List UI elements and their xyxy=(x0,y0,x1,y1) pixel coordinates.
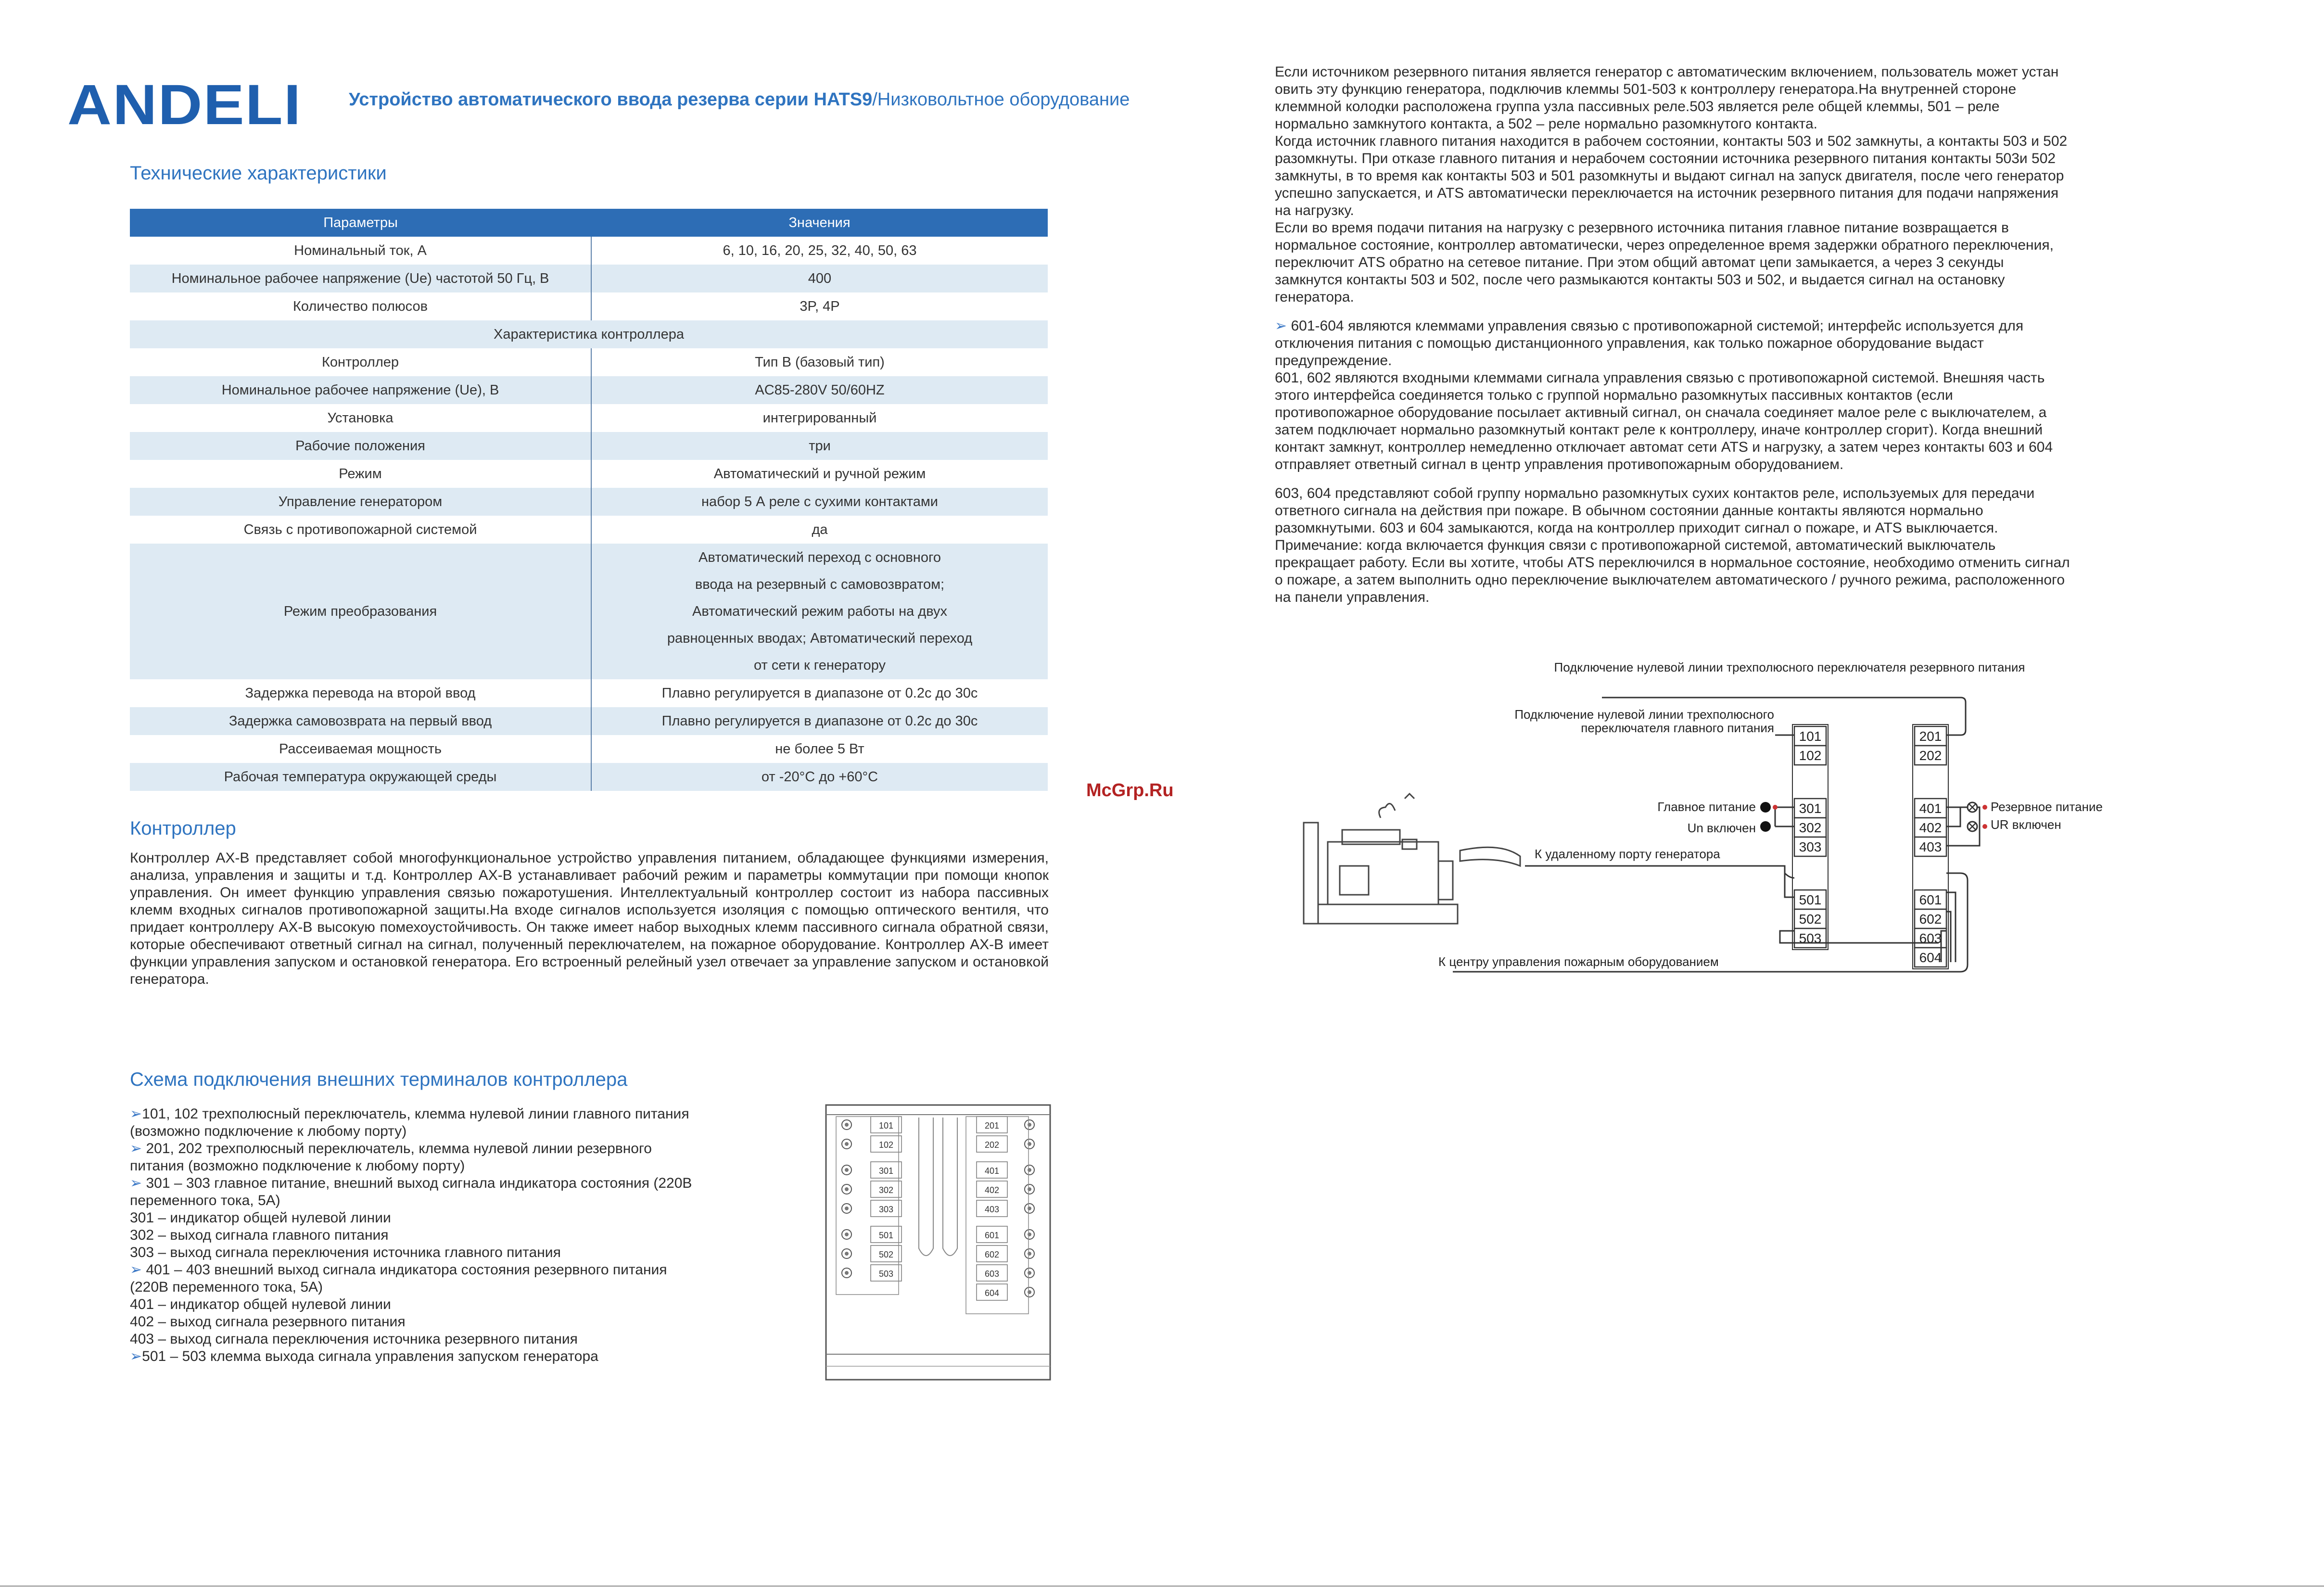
text-line xyxy=(130,1296,794,1313)
panel-screw-center xyxy=(845,1271,849,1275)
panel-screw-center xyxy=(845,1142,849,1146)
text-line xyxy=(1275,150,2193,167)
spec-value: 400 xyxy=(591,265,1048,292)
generator-port-label: К удаленному порту генератора xyxy=(1535,847,1720,861)
text-line xyxy=(1275,387,2193,404)
spec-param: Рассеиваемая мощность xyxy=(130,735,591,763)
text-line-content: 101, 102 трехполюсный переключатель, клемма нулевой линии главного питания xyxy=(142,1106,689,1122)
text-line xyxy=(1275,167,2193,185)
bullet-arrow-icon: ➢ xyxy=(1275,318,1287,334)
text-line-content: 302 – выход сигнала главного питания xyxy=(130,1227,389,1243)
text-line xyxy=(1275,421,2193,439)
text-line-content: (возможно подключение к любому порту) xyxy=(130,1123,407,1139)
text-line-content: 303 – выход сигнала переключения источника главного питания xyxy=(130,1245,561,1260)
panel-terminal-label: 602 xyxy=(984,1250,1000,1259)
panel-terminal-label: 402 xyxy=(984,1185,1000,1195)
panel-screw-center xyxy=(1028,1187,1031,1191)
col-values-header: Значения xyxy=(591,209,1048,237)
spec-value: интегрированный xyxy=(762,410,877,426)
text-line xyxy=(130,1105,794,1123)
text-line-content: 401 – индикатор общей нулевой линии xyxy=(130,1296,391,1312)
panel-terminal-label: 101 xyxy=(878,1121,894,1131)
header-title-bold: Устройство автоматического ввода резерва серии HATS9 xyxy=(349,89,873,110)
spec-param: Рабочая температура окружающей среды xyxy=(130,763,591,791)
text-line-content: о пожаре, а затем выполнить одно переключение выключателем автоматического / ручного режима, расположенного xyxy=(1275,572,2065,588)
reserve-contact-dot-1 xyxy=(1982,805,1987,810)
text-line xyxy=(1275,318,2193,335)
fire-note-description xyxy=(1275,485,2193,606)
spec-param: Режим преобразования xyxy=(130,544,591,679)
spec-value-line: равноценных вводах; Автоматический переход xyxy=(667,631,973,646)
text-line-content: Если источником резервного питания является генератор с автоматическим включением, пользователь может устан xyxy=(1275,64,2059,80)
text-line-content: Когда источник главного питания находится в рабочем состоянии, контакты 503 и 502 замкнуты, а контакты 503 и 502 xyxy=(1275,133,2068,149)
bullet-arrow-icon: ➢ xyxy=(130,1141,142,1156)
text-line xyxy=(1275,404,2193,421)
text-line xyxy=(1275,335,2193,352)
panel-screw-center xyxy=(845,1252,849,1256)
text-line xyxy=(1275,98,2193,115)
main-power-label: Главное питание xyxy=(1657,800,1756,814)
text-line xyxy=(130,1244,794,1261)
spec-param: Номинальный ток, А xyxy=(130,237,591,265)
text-line xyxy=(130,1209,794,1227)
spec-param: Номинальное рабочее напряжение (Ue), В xyxy=(130,376,591,404)
text-line-content: прекращает работу. Если вы хотите, чтобы ATS переключился в нормальное состояние, необходимо отменить сигнал xyxy=(1275,555,2070,571)
spec-param: Номинальное рабочее напряжение (Ue) частотой 50 Гц, В xyxy=(130,265,591,292)
diagram-terminal-label: 503 xyxy=(1799,931,1822,946)
text-line-content: переключит ATS обратно на сетевое питание. При этом общий автомат цепи замыкается, а через 3 секунды xyxy=(1275,254,2004,270)
spec-value: AC85-280V 50/60HZ xyxy=(591,376,1048,404)
text-line xyxy=(1275,554,2193,572)
diagram-terminal-label: 303 xyxy=(1799,839,1822,854)
text-line-content: 301 – 303 главное питание, внешний выход сигнала индикатора состояния (220В xyxy=(142,1175,692,1191)
main-neutral-label-1: Подключение нулевой линии трехполюсного xyxy=(1514,707,1774,722)
text-line xyxy=(130,1157,794,1175)
spec-row xyxy=(130,735,1048,763)
text-line xyxy=(1275,502,2193,520)
panel-terminal-label: 201 xyxy=(984,1121,1000,1131)
spec-row xyxy=(130,376,1048,404)
spec-param: Контроллер xyxy=(130,348,591,376)
text-line-content: отключения питания с помощью дистанционного управления, как только пожарное оборудование выдаст xyxy=(1275,335,1984,351)
spec-row xyxy=(130,265,1048,292)
text-line-content: (220В переменного тока, 5А) xyxy=(130,1279,323,1295)
panel-terminal-label: 202 xyxy=(984,1140,1000,1150)
diagram-terminal-label: 201 xyxy=(1919,729,1942,744)
diagram-terminal-label: 101 xyxy=(1799,729,1822,744)
spec-value: 3P, 4P xyxy=(800,298,840,314)
spec-row xyxy=(130,516,1048,544)
text-line-content: успешно запускается, и ATS автоматически переключается на источник резервного питания для подачи напряжения xyxy=(1275,185,2059,201)
text-line-content: переменного тока, 5А) xyxy=(130,1193,280,1208)
generator-icon xyxy=(1304,794,1520,924)
panel-terminal-label: 302 xyxy=(878,1185,894,1195)
text-line xyxy=(1275,589,2193,606)
spec-param: Задержка перевода на второй ввод xyxy=(130,679,591,707)
main-contact-dot xyxy=(1773,805,1778,810)
diagram-title: Подключение нулевой линии трехполюсного переключателя резервного питания xyxy=(1554,660,2025,674)
panel-screw-center xyxy=(1028,1232,1031,1236)
bottom-rule xyxy=(0,1586,2324,1587)
fire-center-label: К центру управления пожарным оборудованием xyxy=(1438,954,1719,969)
controller-text: Контроллер AX-B представляет собой многофункциональное устройство управления питанием, обладающее функциями измерения, анализа, управления и защиты и т.д. Контроллер AX-B устанавливает рабочий режим и параметры коммутации при помощи кнопок управления. Он имеет функцию управления связью пожаротушения. Интеллектуальный контроллер состоит из набора пассивных клемм входных сигналов противопожарной защиты.На входе сигналов используется изоляция с помощью оптического вентиля, что придает контроллеру AX-B высокую помехоустойчивость. Он также имеет набор выходных клемм пассивного сигнала обратной связи, которые обеспечивают ответный сигнал на сигнал, полученный переключателем, на пожарное оборудование. Контроллер AX-B имеет функции управления запуском и остановкой генератора. Его встроенный релейный узел отвечает за управление запуском и остановкой генератора. xyxy=(130,850,1049,987)
spec-value: Автоматический и ручной режим xyxy=(713,466,926,482)
text-line-content: замкнуты, в то время как контакты 503 и 501 разомкнуты и выдают сигнал на запуск двигателя, после чего генератор xyxy=(1275,168,2064,184)
text-line-content: 201, 202 трехполюсный переключатель, клемма нулевой линии резервного xyxy=(142,1141,652,1156)
text-line-content: на нагрузку. xyxy=(1275,203,1354,218)
reserve-contact-dot-2 xyxy=(1982,824,1987,829)
panel-screw-center xyxy=(1028,1290,1031,1294)
text-line xyxy=(130,1123,794,1140)
bullet-arrow-icon: ➢ xyxy=(130,1262,142,1278)
spec-row xyxy=(130,237,1048,265)
text-line-content: овить эту функцию генератора, подключив клеммы 501-503 к контроллеру генератора.На внутренней стороне xyxy=(1275,81,2017,97)
diagram-terminal-label: 403 xyxy=(1919,839,1942,854)
text-line xyxy=(1275,115,2193,133)
text-line-content: нормально замкнутого контакта, а 502 – реле нормально разомкнутого контакта. xyxy=(1275,116,1817,132)
main-indicator-dot-2 xyxy=(1760,821,1771,832)
text-line xyxy=(1275,219,2193,237)
spec-row xyxy=(130,679,1048,707)
spec-value: набор 5 А реле с сухими контактами xyxy=(591,488,1048,516)
text-line-content: 401 – 403 внешний выход сигнала индикатора состояния резервного питания xyxy=(142,1262,667,1278)
spec-param: Управление генератором xyxy=(130,488,591,516)
bullet-arrow-icon: ➢ xyxy=(130,1106,142,1122)
spec-row xyxy=(130,292,1048,320)
diagram-terminal-label: 302 xyxy=(1799,820,1822,835)
spec-value: Плавно регулируется в диапазоне от 0.2с до 30с xyxy=(661,685,978,701)
text-line xyxy=(130,1331,794,1348)
text-line xyxy=(130,1227,794,1244)
text-line-content: 603, 604 представляют собой группу нормально разомкнутых сухих контактов реле, используемых для передачи xyxy=(1275,485,2035,501)
text-line xyxy=(1275,289,2193,306)
panel-terminal-label: 503 xyxy=(878,1269,894,1279)
text-line-content: предупреждение. xyxy=(1275,353,1392,368)
text-line xyxy=(130,1261,794,1279)
text-line-content: разомкнуты. При отказе главного питания и нерабочем состоянии источника резервного питания контакты 503и 502 xyxy=(1275,151,2056,166)
ur-on-label: UR включен xyxy=(1991,817,2061,832)
text-line-content: затем подключает нормально разомкнутый контакт реле к контроллеру, иначе контроллер сгорит). Когда внешний xyxy=(1275,422,2043,438)
text-line xyxy=(1275,572,2193,589)
text-line-content: противопожарное оборудование посылает активный сигнал, он сначала соединяет малое реле с выключателем, а xyxy=(1275,405,2047,420)
specs-title: Технические характеристики xyxy=(130,163,387,184)
text-line xyxy=(130,1348,794,1365)
text-line-content: Если во время подачи питания на нагрузку с резервного источника питания главное питание возвращается в xyxy=(1275,220,2009,236)
text-line xyxy=(1275,485,2193,502)
diagram-terminal-label: 601 xyxy=(1919,892,1942,907)
text-line xyxy=(1275,185,2193,202)
panel-terminal-label: 604 xyxy=(984,1288,1000,1298)
text-line xyxy=(130,1175,794,1192)
text-line-content: контакт замкнут, контроллер немедленно отключает автомат сети ATS и нагрузку, а затем через контакты 603 и 604 xyxy=(1275,439,2053,455)
panel-screw-center xyxy=(845,1123,849,1127)
text-line xyxy=(1275,352,2193,369)
text-line-content: питания (возможно подключение к любому порту) xyxy=(130,1158,465,1174)
panel-terminal-label: 403 xyxy=(984,1205,1000,1214)
panel-terminal-label: 603 xyxy=(984,1269,1000,1279)
main-neutral-label-2: переключателя главного питания xyxy=(1581,721,1774,735)
text-line xyxy=(1275,64,2193,81)
panel-screw-center xyxy=(1028,1207,1031,1210)
panel-terminal-label: 102 xyxy=(878,1140,894,1150)
text-line-content: разомкнутыми. 603 и 604 замыкаются, когда на контроллер приходит сигнал о пожаре, и ATS выключается. xyxy=(1275,520,1998,536)
spec-value-line: от сети к генератору xyxy=(754,658,886,673)
text-line-content: нормальное состояние, контроллер автоматически, через определенное время задержки обратного переключения, xyxy=(1275,237,2054,253)
andeli-logo: ANDELI xyxy=(67,73,302,137)
text-line xyxy=(1275,202,2193,219)
spec-param: Рабочие положения xyxy=(130,432,591,460)
diagram-terminal-label: 202 xyxy=(1919,748,1942,763)
reserve-power-label: Резервное питание xyxy=(1991,800,2103,814)
panel-screw-center xyxy=(845,1207,849,1210)
diagram-terminal-label: 602 xyxy=(1919,912,1942,927)
diagram-terminal-label: 301 xyxy=(1799,801,1822,816)
spec-row xyxy=(130,544,1048,679)
main-indicator-dot-1 xyxy=(1760,802,1771,813)
panel-screw-center xyxy=(845,1232,849,1236)
panel-terminal-label: 401 xyxy=(984,1166,1000,1176)
terminal-panel-drawing xyxy=(825,1104,1051,1381)
panel-terminal-label: 601 xyxy=(984,1231,1000,1240)
text-line xyxy=(130,1140,794,1157)
panel-screw-center xyxy=(845,1187,849,1191)
spec-value: не более 5 Вт xyxy=(775,741,864,757)
panel-screw-center xyxy=(1028,1123,1031,1127)
text-line-content: 501 – 503 клемма выхода сигнала управления запуском генератора xyxy=(142,1348,598,1364)
diagram-terminal-label: 603 xyxy=(1919,931,1942,946)
text-line xyxy=(1275,439,2193,456)
spec-row xyxy=(130,432,1048,460)
un-on-label: Un включен xyxy=(1687,821,1756,835)
text-line-content: 301 – индикатор общей нулевой линии xyxy=(130,1210,391,1226)
text-line xyxy=(130,1313,794,1331)
panel-screw-center xyxy=(1028,1252,1031,1256)
generator-description xyxy=(1275,64,2193,306)
panel-terminal-label: 501 xyxy=(878,1231,894,1240)
spec-param: Связь с противопожарной системой xyxy=(130,516,591,544)
panel-screw-center xyxy=(1028,1168,1031,1172)
spec-row xyxy=(130,348,1048,376)
text-line-content: 403 – выход сигнала переключения источника резервного питания xyxy=(130,1331,578,1347)
fire-system-description xyxy=(1275,318,2193,473)
spec-value: три xyxy=(591,432,1048,460)
terminals-title: Схема подключения внешних терминалов контроллера xyxy=(130,1069,628,1090)
terminals-list xyxy=(130,1105,794,1365)
spec-param: Режим xyxy=(130,460,591,488)
text-line-content: клеммной колодки расположена группа узла пассивных реле.503 является реле общей клеммы, 501 – реле xyxy=(1275,99,2000,114)
text-line xyxy=(130,1192,794,1209)
text-line-content: Примечание: когда включается функция связи с противопожарной системой, автоматический выключатель xyxy=(1275,537,1996,553)
header-title xyxy=(349,89,1130,110)
text-line xyxy=(1275,537,2193,554)
spec-row xyxy=(130,763,1048,791)
spec-row xyxy=(130,460,1048,488)
diagram-terminal-label: 501 xyxy=(1799,892,1822,907)
bullet-arrow-icon: ➢ xyxy=(130,1175,142,1191)
spec-value: Плавно регулируется в диапазоне от 0.2с до 30с xyxy=(591,707,1048,735)
text-line xyxy=(1275,133,2193,150)
panel-terminal-label: 502 xyxy=(878,1250,894,1259)
spec-value xyxy=(591,544,1048,679)
watermark: McGrp.Ru xyxy=(1086,780,1174,800)
spec-value: 6, 10, 16, 20, 25, 32, 40, 50, 63 xyxy=(723,242,917,258)
text-line-content: ответного сигнала на действия при пожаре. В обычном состоянии данные контакты являются нормально xyxy=(1275,503,1983,519)
text-line xyxy=(1275,237,2193,254)
header-title-light: /Низковольтное оборудование xyxy=(872,89,1130,110)
diagram-terminal-label: 401 xyxy=(1919,801,1942,816)
spec-value-line: Автоматический режим работы на двух xyxy=(692,604,947,619)
spec-section-header: Характеристика контроллера xyxy=(130,320,1048,348)
text-line xyxy=(1275,456,2193,473)
spec-row xyxy=(130,488,1048,516)
text-line-content: генератора. xyxy=(1275,289,1354,305)
spec-value-line: Автоматический переход с основного xyxy=(698,550,941,565)
text-line-content: замкнутся контакты 503 и 502, после чего размыкаются контакты 503 и 502, и выдается сигнал на остановку xyxy=(1275,272,2005,288)
spec-row xyxy=(130,320,1048,348)
text-line xyxy=(1275,369,2193,387)
spec-value-line: ввода на резервный с самовозвратом; xyxy=(695,577,945,592)
panel-screw-center xyxy=(845,1168,849,1172)
spec-row xyxy=(130,707,1048,735)
controller-title: Контроллер xyxy=(130,818,236,839)
diagram-terminal-label: 502 xyxy=(1799,912,1822,927)
spec-row xyxy=(130,404,1048,432)
specs-table xyxy=(130,209,1048,791)
text-line xyxy=(1275,271,2193,289)
panel-outline xyxy=(826,1105,1050,1380)
panel-screw-center xyxy=(1028,1271,1031,1275)
panel-terminal-label: 303 xyxy=(878,1205,894,1214)
diagram-terminal-label: 604 xyxy=(1919,950,1942,965)
spec-value: Тип В (базовый тип) xyxy=(755,354,885,370)
spec-param: Задержка самовозврата на первый ввод xyxy=(130,707,591,735)
text-line-content: 601-604 являются клеммами управления связью с противопожарной системой; интерфейс используется для xyxy=(1287,318,2024,334)
diagram-terminal-label: 402 xyxy=(1919,820,1942,835)
text-line-content: на панели управления. xyxy=(1275,589,1430,605)
panel-terminal-label: 301 xyxy=(878,1166,894,1176)
text-line-content: этого интерфейса соединяется только с группой нормально разомкнутых пассивных контактов (если xyxy=(1275,387,1953,403)
spec-param: Количество полюсов xyxy=(130,292,591,320)
text-line-content: 601, 602 являются входными клеммами сигнала управления связью с противопожарной системой. Внешняя часть xyxy=(1275,370,2045,386)
panel-screw-center xyxy=(1028,1142,1031,1146)
text-line-content: отправляет ответный сигнал в центр управления противопожарным оборудованием. xyxy=(1275,457,1844,472)
text-line-content: 402 – выход сигнала резервного питания xyxy=(130,1314,406,1330)
text-line xyxy=(130,1279,794,1296)
spec-value: да xyxy=(812,521,828,537)
spec-value: от -20°C до +60°C xyxy=(591,763,1048,791)
text-line xyxy=(1275,520,2193,537)
text-line xyxy=(1275,81,2193,98)
wiring-diagram xyxy=(1294,654,2189,1001)
spec-param: Установка xyxy=(130,404,591,432)
bullet-arrow-icon: ➢ xyxy=(130,1348,142,1364)
text-line xyxy=(1275,254,2193,271)
col-params-header: Параметры xyxy=(130,209,591,237)
diagram-terminal-label: 102 xyxy=(1799,748,1822,763)
